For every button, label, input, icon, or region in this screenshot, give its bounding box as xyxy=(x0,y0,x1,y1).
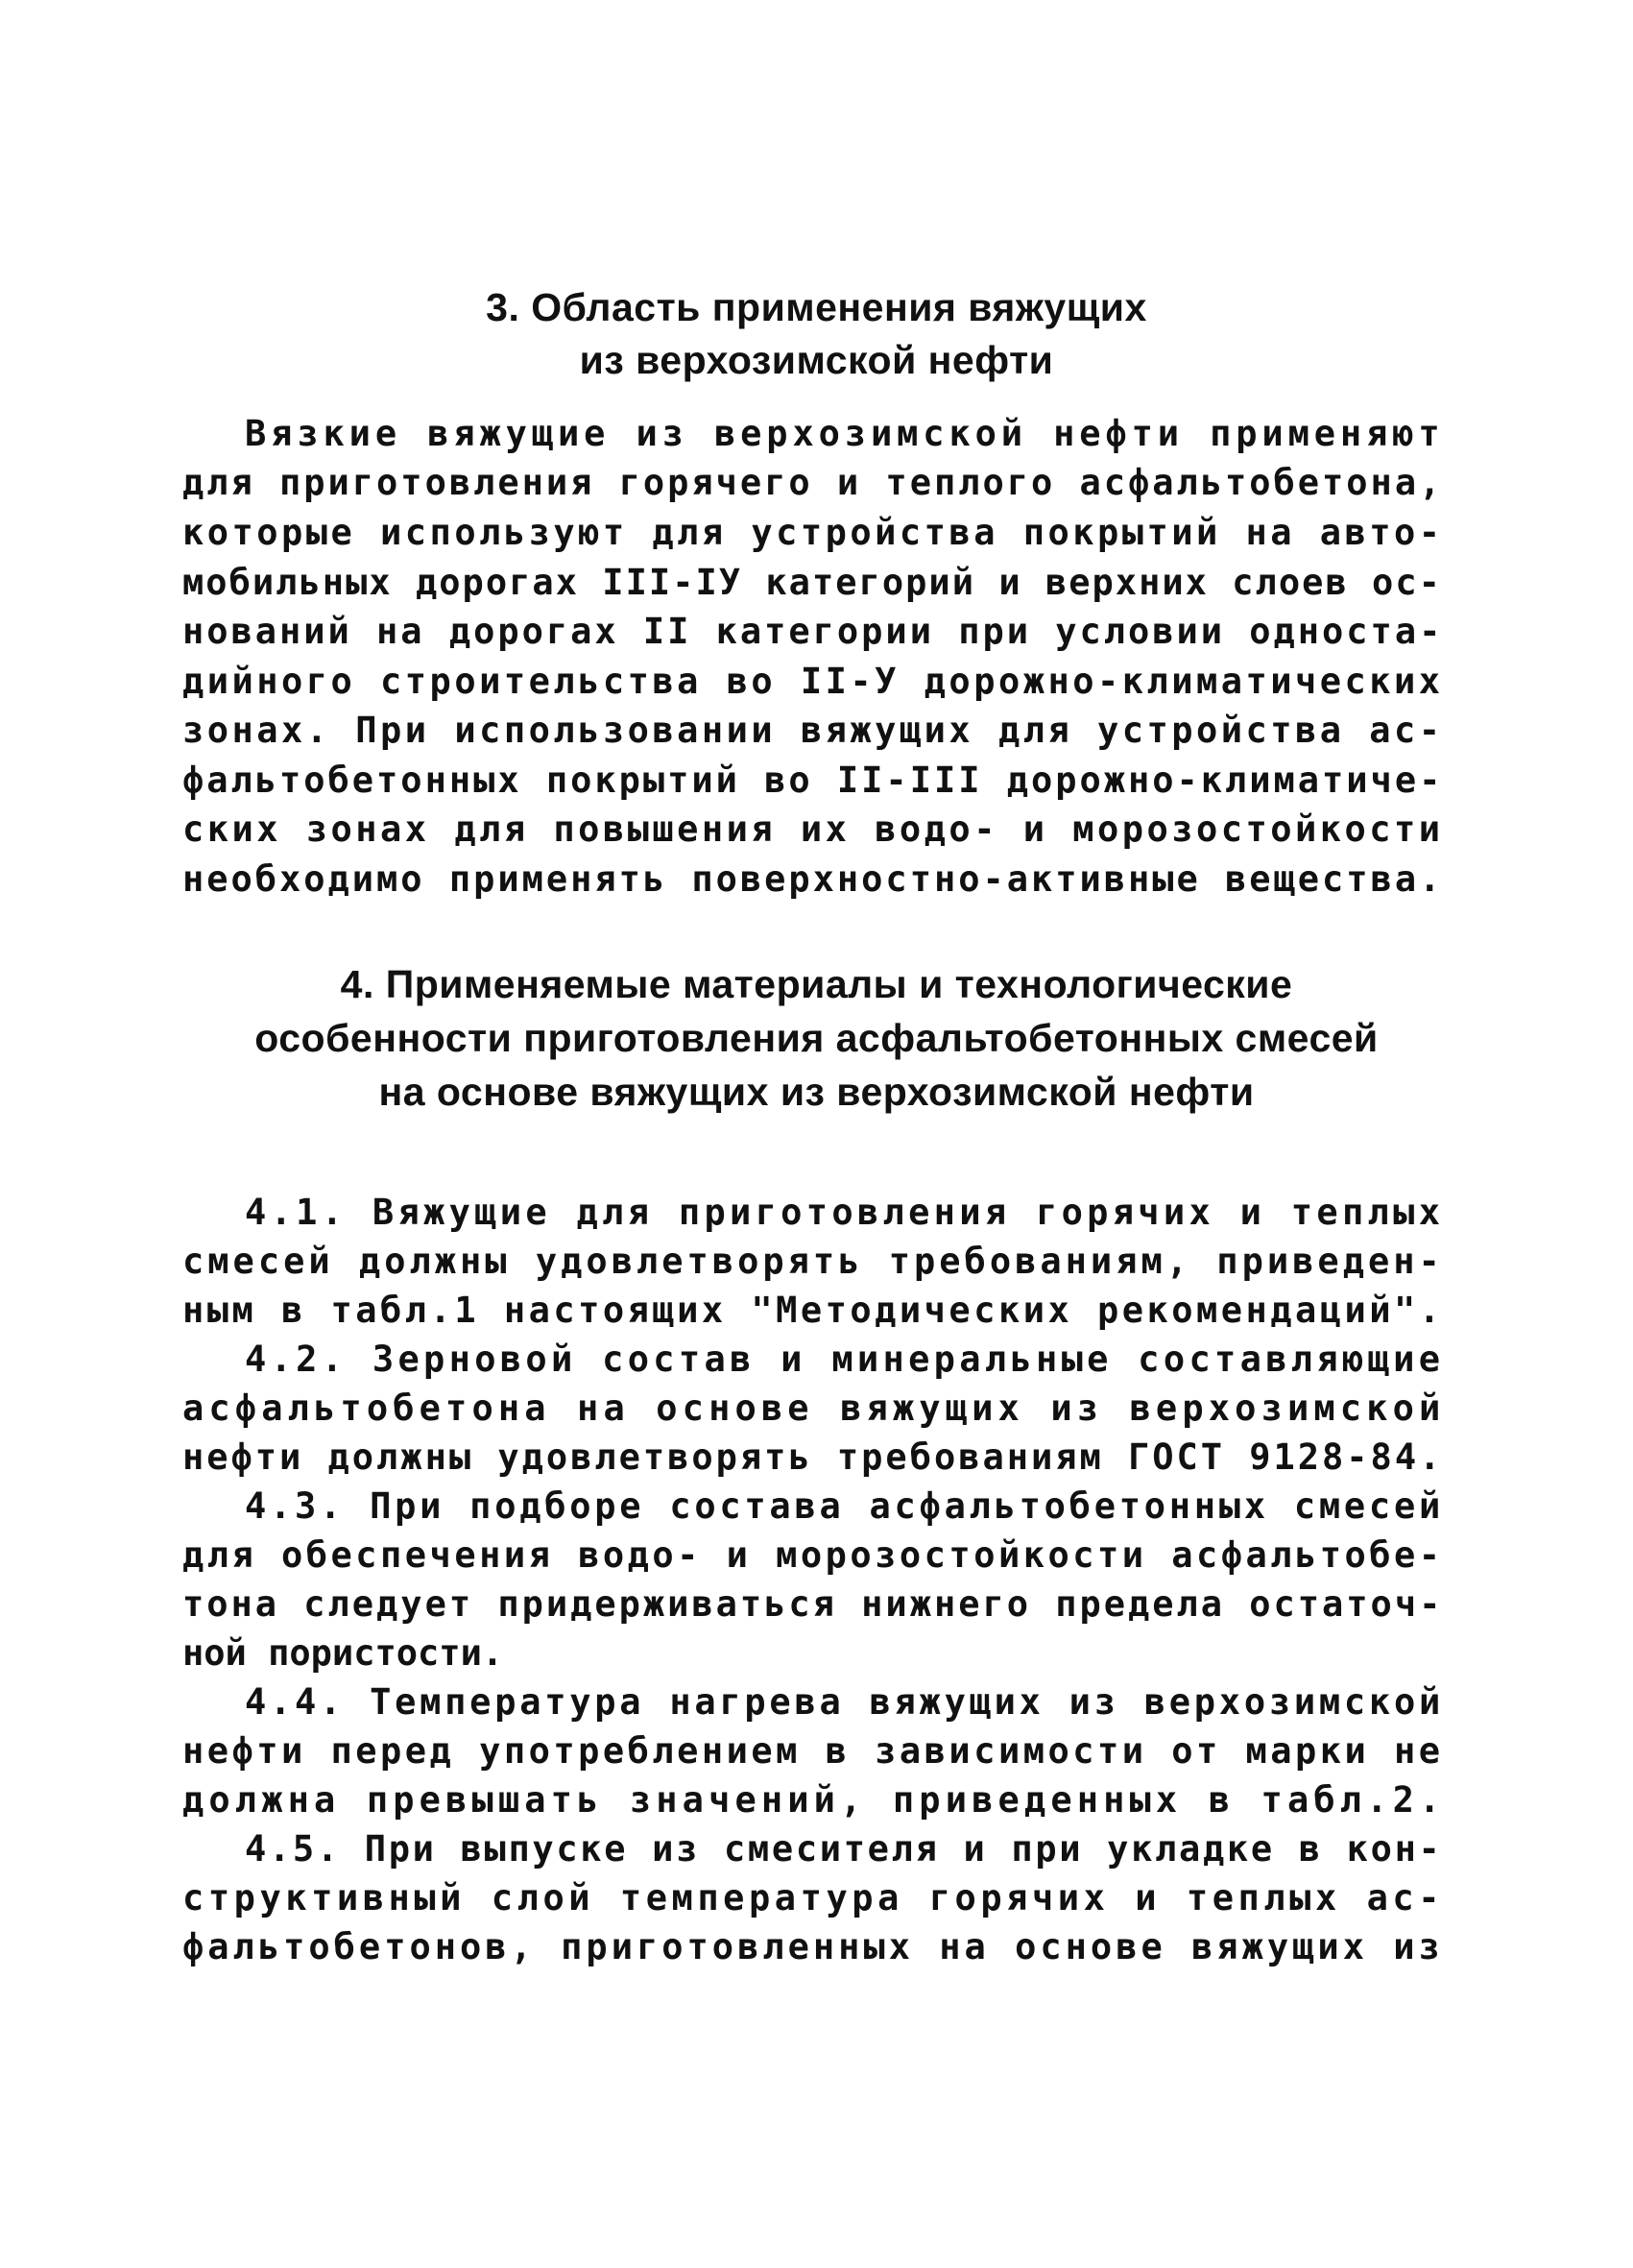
section-4-text-line: 4.1. Вяжущие для приготовления горячих и теплых xyxy=(245,1192,1445,1233)
section-3-text-line: фальтобетонных покрытий во II-III дорожно-климатиче- xyxy=(182,760,1444,801)
section-4-heading-line-3: на основе вяжущих из верхозимской нефти xyxy=(378,1070,1255,1114)
section-4-text-line: асфальтобетона на основе вяжущих из верхозимской xyxy=(182,1387,1446,1429)
section-4-text-line: нефти перед употреблением в зависимости от марки не xyxy=(182,1730,1444,1772)
section-4-text-line: 4.3. При подборе состава асфальтобетонных смесей xyxy=(245,1485,1444,1527)
section-4-text-line: для обеспечения водо- и морозостойкости асфальтобе- xyxy=(182,1534,1444,1576)
section-4-heading-line-2: особенности приготовления асфальтобетонных смесей xyxy=(254,1016,1379,1060)
section-3-text-line: необходимо применять поверхностно-активные вещества. xyxy=(182,858,1444,900)
section-4-text-line: 4.5. При выпуске из смесителя и при укладке в кон- xyxy=(245,1828,1443,1870)
section-4-text-line: структивный слой температура горячих и теплых ас- xyxy=(182,1877,1445,1918)
section-4-text-line: ным в табл.1 настоящих "Методических рекомендаций". xyxy=(182,1290,1444,1331)
section-4-text-line: 4.4. Температура нагрева вяжущих из верхозимской xyxy=(245,1681,1444,1723)
section-3-text-line: Вязкие вяжущие из верхозимской нефти применяют xyxy=(245,413,1445,454)
section-3-heading-line-1: 3. Область применения вяжущих xyxy=(486,285,1147,329)
section-3-text-line: для приготовления горячего и теплого асфальтобетона, xyxy=(182,462,1444,503)
section-4-heading-line-1: 4. Применяемые материалы и технологические xyxy=(340,962,1293,1006)
section-3-text-line: дийного строительства во II-У дорожно-климатических xyxy=(182,661,1444,702)
section-4-text-line: смесей должны удовлетворять требованиям, приведен- xyxy=(182,1241,1444,1282)
section-4-text-line: тона следует придерживаться нижнего предела остаточ- xyxy=(182,1583,1444,1625)
section-3-heading-line-2: из верхозимской нефти xyxy=(579,338,1054,382)
section-4-text-line: 4.2. Зерновой состав и минеральные составляющие xyxy=(245,1339,1445,1380)
section-4-text-line: должна превышать значений, приведенных в табл.2. xyxy=(182,1779,1446,1821)
section-3-text-line: зонах. При использовании вяжущих для устройства ас- xyxy=(182,710,1444,751)
section-3-text-line: мобильных дорогах III-IУ категорий и верхних слоев ос- xyxy=(182,562,1442,603)
section-4-text-line: фальтобетонов, приготовленных на основе вяжущих из xyxy=(182,1926,1444,1967)
section-4-text-line: ной пористости. xyxy=(182,1632,504,1674)
section-3-text-line: ских зонах для повышения их водо- и морозостойкости xyxy=(182,808,1444,850)
section-3-text-line: которые используют для устройства покрытий на авто- xyxy=(182,512,1444,553)
section-4-text-line: нефти должны удовлетворять требованиям ГОСТ 9128-84. xyxy=(182,1436,1444,1478)
section-3-text-line: нований на дорогах II категории при условии односта- xyxy=(182,611,1444,652)
